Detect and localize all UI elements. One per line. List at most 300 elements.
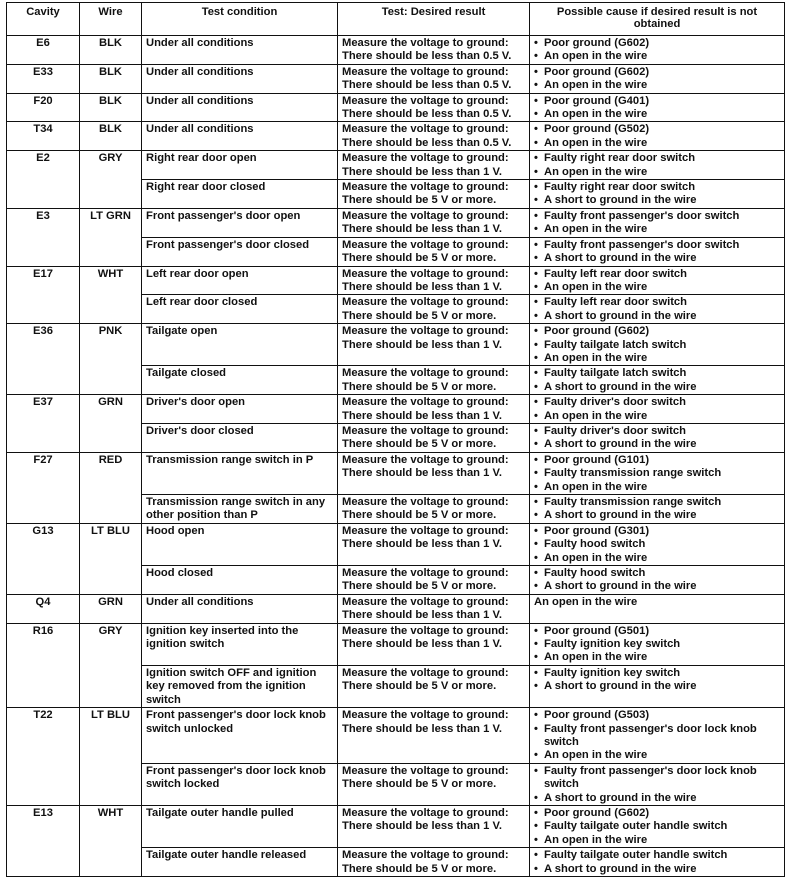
table-row: [7, 266, 785, 295]
bullet-icon: •: [534, 849, 538, 862]
bullet-icon: •: [534, 94, 538, 107]
result-line: Measure the voltage to ground:: [342, 567, 509, 580]
cause-text: Faulty front passenger's door lock knob switch: [544, 722, 757, 748]
possible-cause-cell: [530, 848, 785, 877]
wire-color-cell: LT BLU: [80, 708, 142, 806]
result-line: There should be less than 1 V.: [342, 609, 502, 622]
test-condition-cell: Ignition switch OFF and ignition key removed from the ignition switch: [142, 665, 338, 707]
bullet-icon: •: [534, 480, 538, 493]
bullet-icon: •: [534, 424, 538, 437]
result-line: There should be less than 1 V.: [342, 467, 502, 480]
cause-list-item: [534, 66, 780, 79]
cause-text: An open in the wire: [544, 651, 648, 664]
test-condition-cell: Under all conditions: [142, 93, 338, 122]
table-row: [7, 208, 785, 237]
cause-text: An open in the wire: [544, 136, 648, 149]
bullet-icon: •: [534, 252, 538, 265]
bullet-icon: •: [534, 467, 538, 480]
cause-text: Faulty driver's door switch: [544, 424, 686, 437]
terminal-test-table: [6, 2, 785, 877]
bullet-icon: •: [534, 238, 538, 251]
result-line: Measure the voltage to ground:: [342, 666, 509, 679]
cause-text: A short to ground in the wire: [544, 680, 697, 693]
desired-result-cell: [338, 594, 530, 623]
bullet-icon: •: [534, 509, 538, 522]
result-line: Measure the voltage to ground:: [342, 595, 509, 608]
bullet-icon: •: [534, 524, 538, 537]
wire-color-cell: BLK: [80, 36, 142, 65]
cause-text: An open in the wire: [544, 833, 648, 846]
desired-result-cell: [338, 122, 530, 151]
cavity-cell: E13: [7, 805, 80, 876]
result-line: There should be less than 0.5 V.: [342, 108, 512, 121]
bullet-icon: •: [534, 666, 538, 679]
result-line: Measure the voltage to ground:: [342, 94, 509, 107]
test-condition-cell: Front passenger's door lock knob switch unlocked: [142, 708, 338, 764]
bullet-icon: •: [534, 181, 538, 194]
wire-color-cell: WHT: [80, 805, 142, 876]
cause-text: Poor ground (G301): [544, 524, 650, 537]
desired-result-cell: [338, 566, 530, 595]
cause-text: Faulty front passenger's door lock knob switch: [544, 764, 757, 791]
possible-cause-cell: [530, 266, 785, 295]
possible-cause-cell: [530, 805, 785, 847]
cause-list-item: [534, 638, 780, 651]
result-line: Measure the voltage to ground:: [342, 267, 509, 280]
wire-color-cell: BLK: [80, 122, 142, 151]
cavity-cell: E36: [7, 324, 80, 395]
bullet-icon: •: [534, 351, 538, 364]
table-row: [7, 151, 785, 180]
cavity-cell: E3: [7, 208, 80, 266]
cavity-cell: E17: [7, 266, 80, 324]
cause-text: Poor ground (G602): [544, 65, 650, 78]
wire-color-cell: BLK: [80, 93, 142, 122]
test-condition-cell: Front passenger's door open: [142, 208, 338, 237]
test-condition-cell: Tailgate outer handle released: [142, 848, 338, 877]
result-line: There should be less than 1 V.: [342, 165, 502, 178]
cavity-cell: G13: [7, 523, 80, 594]
cause-text: A short to ground in the wire: [544, 580, 697, 593]
cause-list-item: [534, 396, 780, 409]
result-line: There should be less than 0.5 V.: [342, 136, 512, 149]
cause-text: Faulty left rear door switch: [544, 296, 687, 309]
possible-cause-cell: [530, 324, 785, 366]
desired-result-cell: [338, 64, 530, 93]
result-line: There should be less than 0.5 V.: [342, 79, 512, 92]
result-line: There should be 5 V or more.: [342, 380, 497, 393]
test-condition-cell: Transmission range switch in P: [142, 452, 338, 494]
possible-cause-cell: [530, 423, 785, 452]
cause-list-item: [534, 525, 780, 538]
result-line: There should be less than 0.5 V.: [342, 50, 512, 63]
table-row: [7, 708, 785, 764]
bullet-icon: •: [534, 396, 538, 409]
test-condition-cell: Tailgate open: [142, 324, 338, 366]
cavity-cell: Q4: [7, 594, 80, 623]
desired-result-cell: [338, 763, 530, 805]
result-line: There should be less than 1 V.: [342, 338, 502, 351]
header-test-condition: Test condition: [142, 3, 338, 36]
bullet-icon: •: [534, 453, 538, 466]
possible-cause-cell: [530, 151, 785, 180]
cause-list-item: [534, 765, 780, 792]
test-condition-cell: Left rear door open: [142, 266, 338, 295]
cause-text: Faulty tailgate latch switch: [544, 367, 687, 380]
table-row: [7, 805, 785, 847]
desired-result-cell: [338, 208, 530, 237]
bullet-icon: •: [534, 651, 538, 664]
possible-cause-cell: [530, 180, 785, 209]
result-line: Measure the voltage to ground:: [342, 624, 509, 637]
bullet-icon: •: [534, 820, 538, 833]
wire-color-cell: GRN: [80, 395, 142, 453]
result-line: Measure the voltage to ground:: [342, 37, 509, 49]
result-line: Measure the voltage to ground:: [342, 453, 509, 466]
bullet-icon: •: [534, 267, 538, 280]
cause-text: A short to ground in the wire: [544, 252, 697, 265]
result-line: Measure the voltage to ground:: [342, 181, 509, 194]
cause-text: Faulty front passenger's door switch: [544, 209, 740, 222]
cause-text: Faulty transmission range switch: [544, 496, 722, 508]
bullet-icon: •: [534, 325, 538, 338]
result-line: Measure the voltage to ground:: [342, 152, 509, 165]
cavity-cell: E2: [7, 151, 80, 209]
bullet-icon: •: [534, 833, 538, 846]
cause-list-item: [534, 352, 780, 365]
cause-list-item: [534, 310, 780, 323]
cause-list-item: [534, 496, 780, 509]
cause-list-item: [534, 709, 780, 722]
table-row: [7, 452, 785, 494]
cause-text: A short to ground in the wire: [544, 791, 697, 804]
result-line: Measure the voltage to ground:: [342, 65, 509, 78]
possible-cause-cell: [530, 594, 785, 623]
bullet-icon: •: [534, 65, 538, 78]
cause-list-item: [534, 807, 780, 820]
possible-cause-cell: [530, 523, 785, 565]
cause-list-item: [534, 123, 780, 136]
cause-list-item: [534, 723, 780, 750]
result-line: Measure the voltage to ground:: [342, 764, 509, 777]
desired-result-cell: [338, 295, 530, 324]
cause-text: Faulty tailgate latch switch: [544, 338, 687, 351]
possible-cause-cell: [530, 566, 785, 595]
test-condition-cell: Right rear door open: [142, 151, 338, 180]
result-line: Measure the voltage to ground:: [342, 367, 509, 380]
test-condition-cell: Under all conditions: [142, 122, 338, 151]
cause-list-item: [534, 467, 780, 480]
test-condition-cell: Left rear door closed: [142, 295, 338, 324]
result-line: Measure the voltage to ground:: [342, 524, 509, 537]
desired-result-cell: [338, 395, 530, 424]
header-possible-cause: Possible cause if desired result is not obtained: [530, 3, 785, 36]
desired-result-cell: [338, 805, 530, 847]
test-condition-cell: Tailgate outer handle pulled: [142, 805, 338, 847]
bullet-icon: •: [534, 50, 538, 63]
possible-cause-cell: [530, 366, 785, 395]
bullet-icon: •: [534, 638, 538, 651]
desired-result-cell: [338, 180, 530, 209]
desired-result-cell: [338, 623, 530, 665]
bullet-icon: •: [534, 123, 538, 136]
cause-list-item: [534, 381, 780, 394]
table-row: [7, 64, 785, 93]
cause-list-item: [534, 239, 780, 252]
cause-list-item: [534, 50, 780, 63]
bullet-icon: •: [534, 296, 538, 309]
possible-cause-cell: [530, 93, 785, 122]
result-line: There should be 5 V or more.: [342, 252, 497, 265]
cause-list-item: [534, 281, 780, 294]
possible-cause-cell: [530, 36, 785, 65]
cause-text: Poor ground (G101): [544, 453, 650, 466]
table-row: [7, 523, 785, 565]
cause-text: Poor ground (G602): [544, 37, 650, 49]
cause-text: Poor ground (G602): [544, 325, 650, 338]
cause-list-item: [534, 296, 780, 309]
result-line: Measure the voltage to ground:: [342, 209, 509, 222]
header-cavity: Cavity: [7, 3, 80, 36]
result-line: There should be 5 V or more.: [342, 580, 497, 593]
result-line: There should be less than 1 V.: [342, 638, 502, 651]
cause-text: Faulty ignition key switch: [544, 638, 681, 651]
possible-cause-cell: [530, 665, 785, 707]
test-condition-cell: Under all conditions: [142, 64, 338, 93]
test-condition-cell: Front passenger's door closed: [142, 237, 338, 266]
cause-list-item: [534, 181, 780, 194]
table-row: [7, 122, 785, 151]
bullet-icon: •: [534, 580, 538, 593]
result-line: There should be 5 V or more.: [342, 438, 497, 451]
bullet-icon: •: [534, 496, 538, 508]
cavity-cell: T34: [7, 122, 80, 151]
cause-text: An open in the wire: [544, 50, 648, 63]
cause-text: An open in the wire: [534, 595, 638, 608]
cause-list-item: [534, 194, 780, 207]
possible-cause-cell: [530, 295, 785, 324]
cause-list-item: [534, 834, 780, 847]
cause-text: Faulty tailgate outer handle switch: [544, 820, 728, 833]
table-row: [7, 594, 785, 623]
result-line: Measure the voltage to ground:: [342, 296, 509, 309]
cause-text: An open in the wire: [544, 223, 648, 236]
wire-color-cell: BLK: [80, 64, 142, 93]
cavity-cell: E33: [7, 64, 80, 93]
cause-text: Faulty right rear door switch: [544, 152, 696, 165]
result-line: There should be 5 V or more.: [342, 309, 497, 322]
cause-list-item: [534, 625, 780, 638]
bullet-icon: •: [534, 438, 538, 451]
possible-cause-cell: [530, 623, 785, 665]
result-line: There should be 5 V or more.: [342, 680, 497, 693]
cause-list-item: [534, 538, 780, 551]
result-line: Measure the voltage to ground:: [342, 123, 509, 136]
desired-result-cell: [338, 665, 530, 707]
cause-text: Faulty front passenger's door switch: [544, 238, 740, 251]
bullet-icon: •: [534, 338, 538, 351]
result-line: There should be 5 V or more.: [342, 509, 497, 522]
cause-list-item: [534, 37, 780, 50]
bullet-icon: •: [534, 680, 538, 693]
result-line: Measure the voltage to ground:: [342, 709, 509, 722]
result-line: Measure the voltage to ground:: [342, 496, 509, 508]
desired-result-cell: [338, 36, 530, 65]
possible-cause-cell: [530, 763, 785, 805]
cause-list-item: [534, 481, 780, 494]
wire-color-cell: LT BLU: [80, 523, 142, 594]
header-row: [7, 3, 785, 36]
result-line: There should be less than 1 V.: [342, 223, 502, 236]
cause-list-item: [534, 166, 780, 179]
test-condition-cell: Ignition key inserted into the ignition switch: [142, 623, 338, 665]
cause-text: Poor ground (G501): [544, 624, 650, 637]
test-condition-cell: Transmission range switch in any other position than P: [142, 495, 338, 524]
cause-text: Faulty ignition key switch: [544, 666, 681, 679]
cavity-cell: E6: [7, 36, 80, 65]
cause-text: Faulty driver's door switch: [544, 396, 686, 409]
cause-list-item: [534, 210, 780, 223]
cause-text: Faulty transmission range switch: [544, 467, 722, 480]
cavity-cell: E37: [7, 395, 80, 453]
bullet-icon: •: [534, 624, 538, 637]
result-line: There should be less than 1 V.: [342, 820, 502, 833]
bullet-icon: •: [534, 152, 538, 165]
bullet-icon: •: [534, 37, 538, 49]
cause-list-item: [534, 339, 780, 352]
cause-list-item: [534, 268, 780, 281]
result-line: Measure the voltage to ground:: [342, 396, 509, 409]
test-condition-cell: Hood open: [142, 523, 338, 565]
cause-list-item: [534, 863, 780, 876]
cause-text: An open in the wire: [544, 108, 648, 121]
bullet-icon: •: [534, 791, 538, 804]
result-line: There should be less than 1 V.: [342, 409, 502, 422]
cause-text: An open in the wire: [544, 351, 648, 364]
desired-result-cell: [338, 708, 530, 764]
possible-cause-cell: [530, 708, 785, 764]
cause-list-item: [534, 325, 780, 338]
cause-text: Faulty right rear door switch: [544, 181, 696, 194]
test-condition-cell: Hood closed: [142, 566, 338, 595]
bullet-icon: •: [534, 136, 538, 149]
cause-list-item: [534, 509, 780, 522]
cause-list-item: [534, 454, 780, 467]
bullet-icon: •: [534, 409, 538, 422]
bullet-icon: •: [534, 862, 538, 875]
cause-text: A short to ground in the wire: [544, 380, 697, 393]
possible-cause-cell: [530, 64, 785, 93]
possible-cause-cell: [530, 122, 785, 151]
result-line: There should be 5 V or more.: [342, 778, 497, 791]
header-desired-result: Test: Desired result: [338, 3, 530, 36]
cause-text: An open in the wire: [544, 480, 648, 493]
desired-result-cell: [338, 423, 530, 452]
cause-list-item: [534, 749, 780, 762]
bullet-icon: •: [534, 165, 538, 178]
desired-result-cell: [338, 266, 530, 295]
result-line: There should be 5 V or more.: [342, 194, 497, 207]
bullet-icon: •: [534, 309, 538, 322]
desired-result-cell: [338, 324, 530, 366]
result-line: Measure the voltage to ground:: [342, 806, 509, 819]
cavity-cell: F20: [7, 93, 80, 122]
cause-list-item: [534, 667, 780, 680]
cause-text: A short to ground in the wire: [544, 309, 697, 322]
wire-color-cell: LT GRN: [80, 208, 142, 266]
cause-list-item: [534, 438, 780, 451]
table-body: [7, 36, 785, 877]
result-line: Measure the voltage to ground:: [342, 238, 509, 251]
bullet-icon: •: [534, 223, 538, 236]
bullet-icon: •: [534, 722, 538, 735]
cause-list-item: [534, 152, 780, 165]
cause-list-item: [534, 651, 780, 664]
bullet-icon: •: [534, 280, 538, 293]
desired-result-cell: [338, 93, 530, 122]
bullet-icon: •: [534, 709, 538, 722]
wire-color-cell: RED: [80, 452, 142, 523]
wire-color-cell: PNK: [80, 324, 142, 395]
test-condition-cell: Tailgate closed: [142, 366, 338, 395]
wire-color-cell: GRY: [80, 151, 142, 209]
test-condition-cell: Driver's door open: [142, 395, 338, 424]
result-line: There should be less than 1 V.: [342, 722, 502, 735]
cause-text: An open in the wire: [544, 165, 648, 178]
bullet-icon: •: [534, 108, 538, 121]
test-condition-cell: Under all conditions: [142, 36, 338, 65]
cause-text: A short to ground in the wire: [544, 194, 697, 207]
possible-cause-cell: [530, 237, 785, 266]
cause-text: An open in the wire: [544, 79, 648, 92]
cause-list-item: [534, 252, 780, 265]
cause-text: A short to ground in the wire: [544, 509, 697, 522]
cause-list-item: [534, 108, 780, 121]
table-row: [7, 324, 785, 366]
cause-text: An open in the wire: [544, 280, 648, 293]
test-condition-cell: Right rear door closed: [142, 180, 338, 209]
cause-text: Poor ground (G602): [544, 806, 650, 819]
table-row: [7, 623, 785, 665]
cause-list-item: [534, 567, 780, 580]
bullet-icon: •: [534, 806, 538, 819]
possible-cause-cell: [530, 452, 785, 494]
cause-list-item: [534, 792, 780, 805]
result-line: There should be less than 1 V.: [342, 280, 502, 293]
wire-color-cell: GRY: [80, 623, 142, 707]
wire-color-cell: WHT: [80, 266, 142, 324]
desired-result-cell: [338, 366, 530, 395]
cause-list-item: [534, 552, 780, 565]
bullet-icon: •: [534, 367, 538, 380]
cause-text: A short to ground in the wire: [544, 438, 697, 451]
cause-list-item: [534, 580, 780, 593]
cause-text: Faulty hood switch: [544, 567, 646, 580]
table-row: [7, 395, 785, 424]
wire-color-cell: GRN: [80, 594, 142, 623]
cause-list-item: [534, 137, 780, 150]
bullet-icon: •: [534, 79, 538, 92]
cause-text: An open in the wire: [544, 551, 648, 564]
cavity-cell: F27: [7, 452, 80, 523]
cavity-cell: T22: [7, 708, 80, 806]
possible-cause-cell: [530, 395, 785, 424]
cause-list-item: [534, 223, 780, 236]
possible-cause-cell: [530, 208, 785, 237]
cause-text: An open in the wire: [544, 409, 648, 422]
bullet-icon: •: [534, 194, 538, 207]
bullet-icon: •: [534, 209, 538, 222]
